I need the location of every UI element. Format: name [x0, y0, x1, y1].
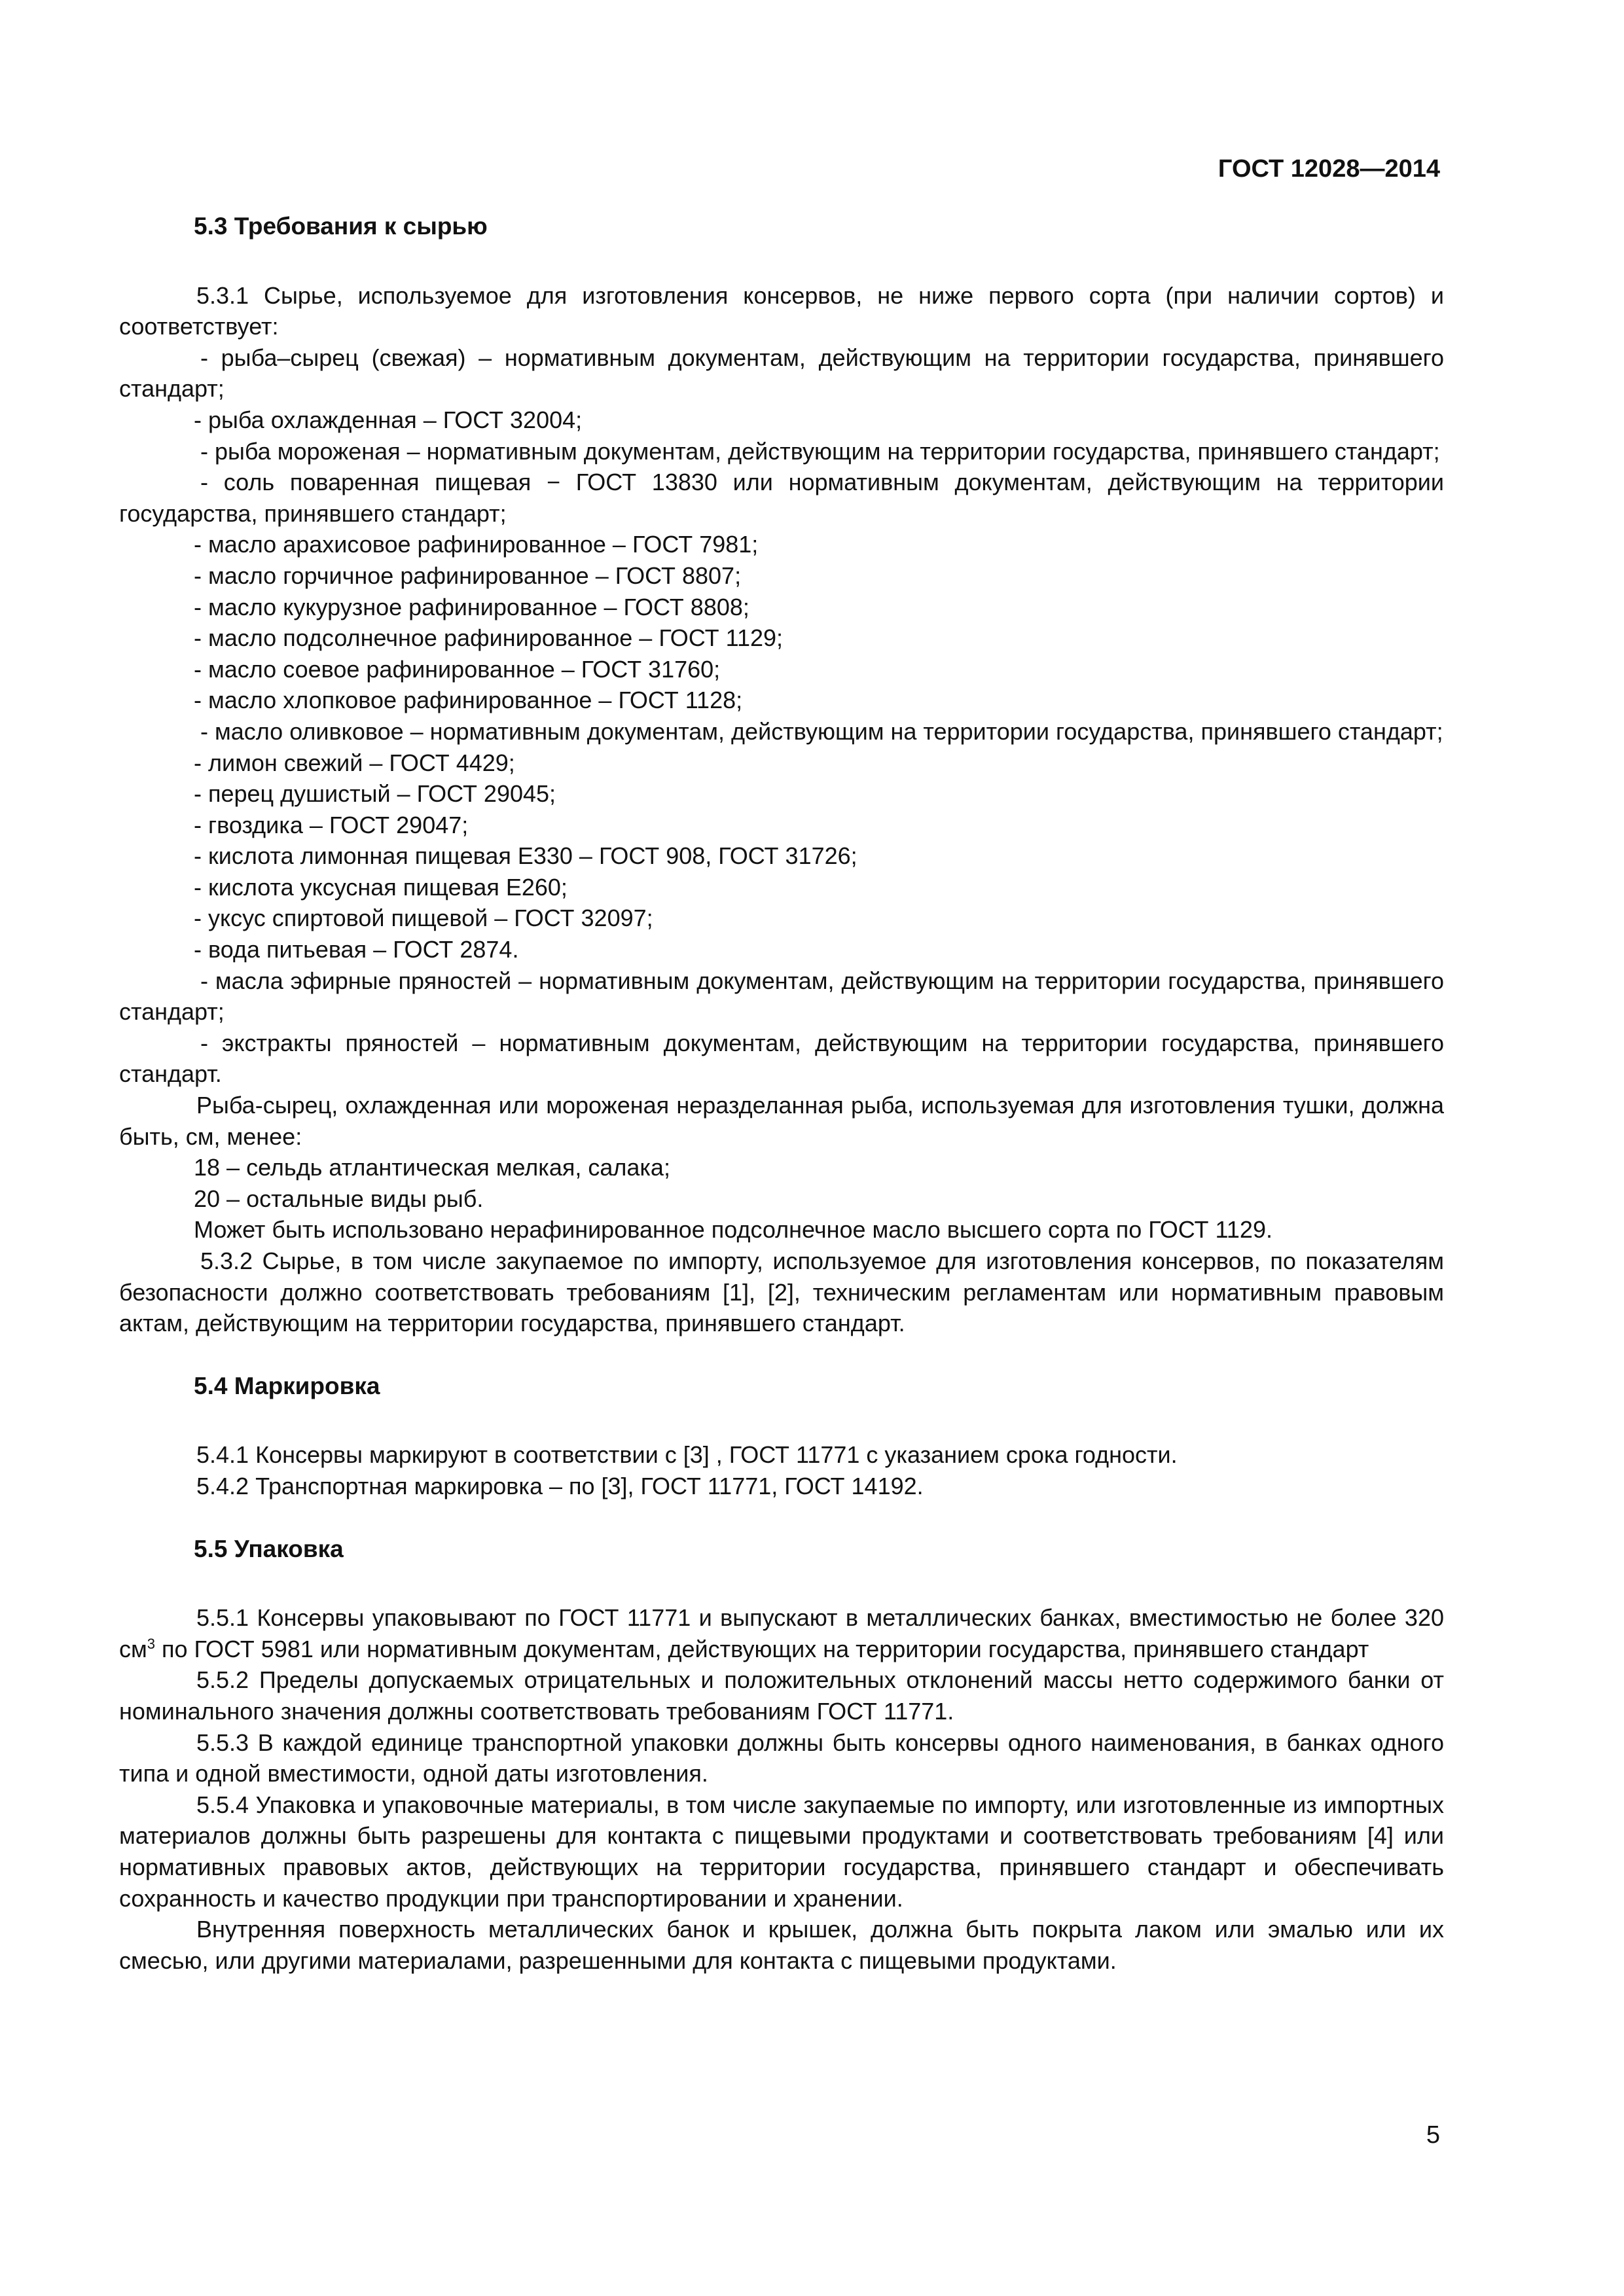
- list-item: - кислота лимонная пищевая Е330 – ГОСТ 908, ГОСТ 31726;: [194, 842, 857, 870]
- list-item: - гвоздика – ГОСТ 29047;: [194, 811, 469, 838]
- clause-5-5-2: 5.5.2 Пределы допускаемых отрицательных и положительных отклонений массы нетто содержимого банки от номинального значения должны соответствовать требованиям ГОСТ 11771.: [119, 1666, 1444, 1725]
- list-item: - масло хлопковое рафинированное – ГОСТ 1128;: [194, 687, 743, 714]
- section-5-3-heading: 5.3 Требования к сырью: [194, 213, 488, 240]
- clause-5-5-1: [119, 1602, 1444, 1664]
- clause-5-5-3: 5.5.3 В каждой единице транспортной упаковки должны быть консервы одного наименования, в банках одного типа и одной вместимости, одной даты изготовления.: [119, 1729, 1444, 1787]
- fish-size-item: 20 – остальные виды рыб.: [194, 1185, 484, 1212]
- list-item: - масла эфирные пряностей – нормативным документам, действующим на территории государства, принявшего стандарт;: [119, 967, 1444, 1026]
- list-item: - масло кукурузное рафинированное – ГОСТ 8808;: [194, 593, 749, 620]
- oil-note: Может быть использовано нерафинированное подсолнечное масло высшего сорта по ГОСТ 1129.: [194, 1216, 1272, 1244]
- list-item: - рыба мороженая – нормативным документам, действующим на территории государства, принявшего стандарт;: [200, 437, 1440, 465]
- section-5-4-heading: 5.4 Маркировка: [194, 1372, 380, 1399]
- page-number: 5: [1426, 2121, 1440, 2149]
- clause-5-4-1: 5.4.1 Консервы маркируют в соответствии с [3] , ГОСТ 11771 с указанием срока годности.: [196, 1441, 1178, 1469]
- clause-5-3-1: 5.3.1 Сырье, используемое для изготовления консервов, не ниже первого сорта (при наличии сортов) и соответствует:: [119, 281, 1444, 340]
- section-5-5-heading: 5.5 Упаковка: [194, 1535, 344, 1562]
- list-item: - масло горчичное рафинированное – ГОСТ 8807;: [194, 562, 742, 589]
- list-item: - масло подсолнечное рафинированное – ГОСТ 1129;: [194, 624, 784, 652]
- list-item: - масло оливковое – нормативным документам, действующим на территории государства, принявшего стандарт;: [200, 717, 1443, 745]
- fish-size-item: 18 – сельдь атлантическая мелкая, салака;: [194, 1154, 670, 1181]
- page-content: [119, 211, 1444, 1976]
- clause-5-3-2: 5.3.2 Сырье, в том числе закупаемое по импорту, используемое для изготовления консервов, по показателям безопасности должно соответствовать требованиям [1], [2], техническим регламентам или нормативным правовым актам, действующим на территории государства, принявшего стандарт.: [119, 1247, 1444, 1337]
- inner-surface-note: Внутренняя поверхность металлических банок и крышек, должна быть покрыта лаком или эмалью или их смесью, или другими материалами, разрешенными для контакта с пищевыми продуктами.: [119, 1916, 1444, 1974]
- list-item: - рыба охлажденная – ГОСТ 32004;: [194, 406, 583, 433]
- clause-5-5-1-text: 5.5.1 Консервы упаковывают по ГОСТ 11771 и выпускают в металлических банках, вместимостью не более 320 см: [119, 1604, 1444, 1662]
- list-item: - экстракты пряностей – нормативным документам, действующим на территории государства, принявшего стандарт.: [119, 1029, 1444, 1088]
- clause-5-5-4: 5.5.4 Упаковка и упаковочные материалы, в том числе закупаемые по импорту, или изготовленные из импортных материалов должны быть разрешены для контакта с пищевыми продуктами и соответствовать требованиям [4] или нормативных правовых актов, действующих на территории государства, принявшего стандарт и обеспечивать сохранность и качество продукции при транспортировании и хранении.: [119, 1791, 1444, 1912]
- fish-size-note: Рыба-сырец, охлажденная или мороженая неразделанная рыба, используемая для изготовления тушки, должна быть, см, менее:: [119, 1092, 1444, 1150]
- list-item: - рыба–сырец (свежая) – нормативным документам, действующим на территории государства, принявшего стандарт;: [119, 344, 1444, 403]
- list-item: - кислота уксусная пищевая Е260;: [194, 873, 568, 901]
- list-item: - масло арахисовое рафинированное – ГОСТ 7981;: [194, 531, 759, 558]
- list-item: - лимон свежий – ГОСТ 4429;: [194, 749, 515, 776]
- clause-5-4-2: 5.4.2 Транспортная маркировка – по [3], ГОСТ 11771, ГОСТ 14192.: [196, 1472, 924, 1499]
- superscript-cube: 3: [147, 1635, 155, 1652]
- list-item: - масло соевое рафинированное – ГОСТ 31760;: [194, 655, 721, 683]
- list-item: - вода питьевая – ГОСТ 2874.: [194, 936, 519, 963]
- list-item: - уксус спиртовой пищевой – ГОСТ 32097;: [194, 905, 653, 932]
- list-item: - соль поваренная пищевая − ГОСТ 13830 или нормативным документам, действующим на территории государства, принявшего стандарт;: [119, 469, 1444, 527]
- clause-5-5-1-text-end: по ГОСТ 5981 или нормативным документам, действующих на территории государства, принявшего стандарт: [155, 1635, 1369, 1662]
- list-item: - перец душистый – ГОСТ 29045;: [194, 780, 556, 808]
- standard-code: ГОСТ 12028—2014: [1218, 155, 1440, 183]
